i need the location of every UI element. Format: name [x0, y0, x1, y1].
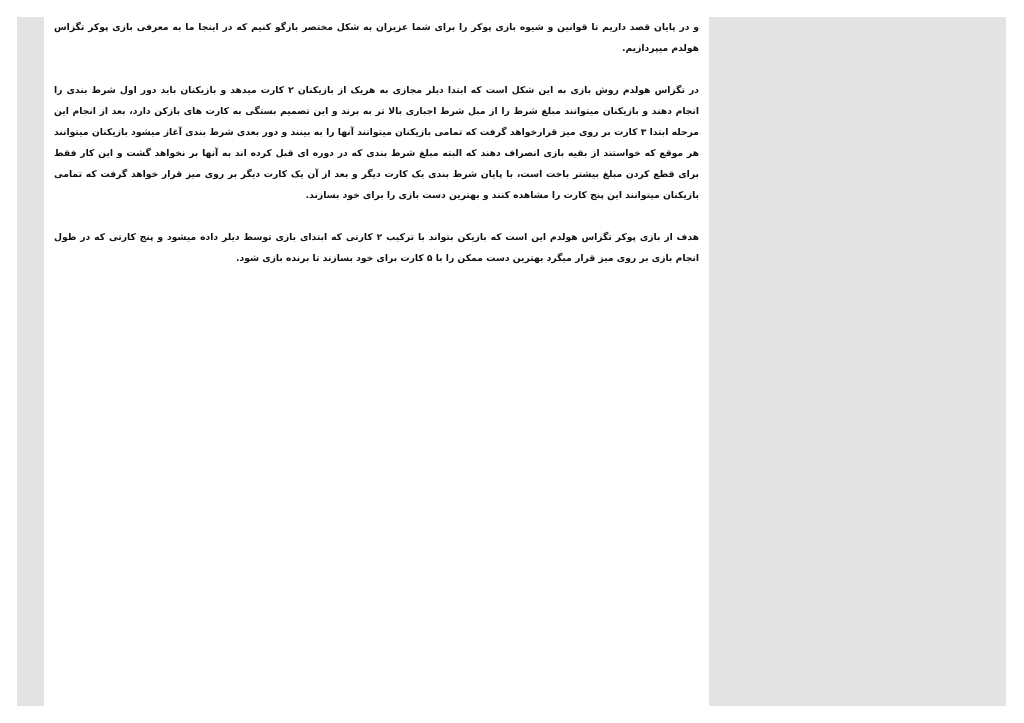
paragraph-intro: و در پایان قصد داریم تا قوانین و شیوه بازی پوکر را برای شما عزیزان به شکل مختصر بازگو کنیم که در اینجا ما به معرفی بازی پوکر تگزاس هولدم میپردازیم. [54, 22, 699, 54]
article-body [54, 17, 699, 269]
paragraph-goal: هدف از بازی پوکر تگزاس هولدم این است که بازیکن بتواند با ترکیب ۲ کارتی که ابتدای بازی توسط دیلر داده میشود و پنج کارتی که در طول انجام بازی بر روی میز قرار میگرد بهترین دست ممکن را با ۵ کارت برای خود بسازند تا برنده بازی شود. [54, 232, 699, 264]
paragraph-gameplay: در تگزاس هولدم روش بازی به این شکل است که ابتدا دیلر مجازی به هریک از بازیکنان ۲ کارت میدهد و بازیکنان باید دور اول شرط بندی را انجام دهند و بازیکنان میتوانند مبلغ شرط را از مبل شرط اجباری بالا تر به برند و این تصمیم بستگی به کارت های بازکن دارد، بعد از انجام این مرحله ابتدا ۳ کارت بر روی میز قرارخواهد گرفت که تمامی بازیکنان میتوانند آنها را به بینند و دور بعدی شرط بندی آغاز میشود بازیکنان میتوانند هر موقع که خواستند از بقیه بازی انصراف دهند که البته مبلغ شرط بندی که در دوره ای قبل کرده اند به آنها بر نخواهد گشت و این کار فقط برای قطع کردن مبلغ بیشتر باخت است، با پایان شرط بندی یک کارت دیگر و بعد از آن یک کارت دیگر بر روی میز قرار خواهد گرفت که تمامی بازیکنان میتوانند این پنج کارت را مشاهده کنند و بهترین دست بازی را برای خود بسازند. [54, 85, 699, 201]
